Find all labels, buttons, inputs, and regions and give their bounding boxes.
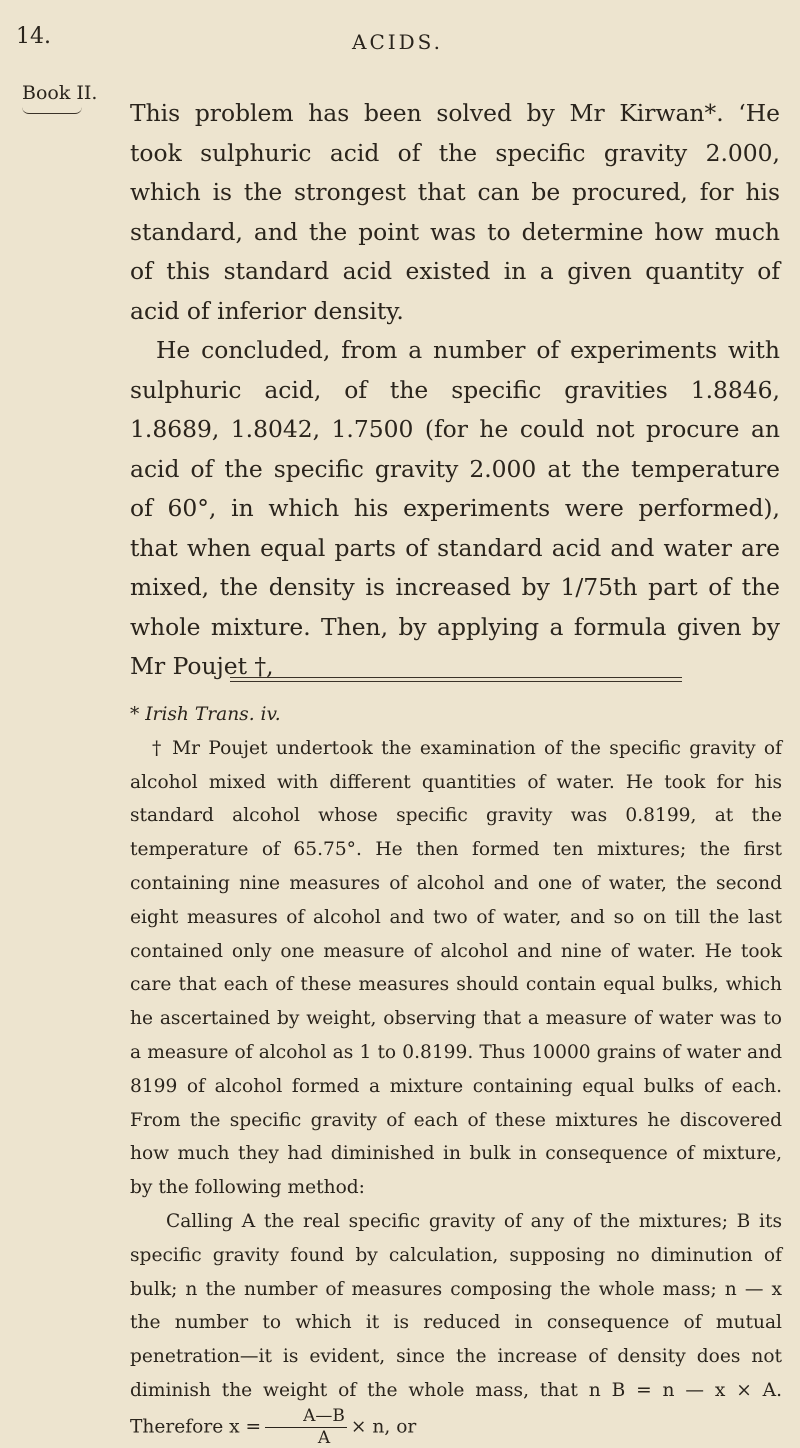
footnote-formula-paragraph	[130, 1205, 782, 1447]
book-marker	[22, 82, 97, 114]
footnote-star: * Irish Trans. iv.	[130, 704, 281, 725]
formula-tail: × n, or	[350, 1416, 417, 1438]
formula-denominator: A	[317, 1427, 331, 1448]
formula-fraction	[265, 1405, 347, 1448]
footnote-dagger: † Mr Poujet undertook the examination of the specific gravity of alcohol mixed with different quantities of water. He took for his standard alcohol whose specific gravity was 0.8199, at the temperature of 65.75°. He then formed ten mixtures; the first containing nine measures of alcohol and one of water, the second eight measures of alcohol and two of water, and so on till the last contained only one measure of alcohol and nine of water. He took care that each of these measures should contain equal bulks, which he ascertained by weight, observing that a measure of water was to a measure of alcohol as 1 to 0.8199. Thus 10000 grains of water and 8199 of alcohol formed a mixture containing equal bulks of each. From the specific gravity of each of these mixtures he discovered how much they had diminished in bulk in consequence of mixture, by the following method:	[130, 737, 782, 1199]
book-marker-label: Book II.	[22, 82, 98, 104]
formula-numerator: A—B	[265, 1408, 347, 1428]
footnote-formula-text: Calling A the real specific gravity of any of the mixtures; B its specific gravity found by calculation, supposing no diminution of bulk; n the number of measures composing the whole mass; n — x the number to which it is reduced in consequence of mutual penetration—it is evident, since the increase of density does not diminish the weight of the whole mass, that n B = n — x × A. Therefore x =	[130, 1210, 782, 1438]
footnote-rule	[230, 677, 682, 678]
book-marker-brace	[22, 107, 82, 114]
running-head: ACIDS.	[352, 30, 444, 54]
main-text	[130, 94, 780, 687]
page-number: 14.	[16, 24, 51, 49]
footnotes	[130, 698, 782, 1447]
main-paragraph: He concluded, from a number of experiments with sulphuric acid, of the specific gravities 1.8846, 1.8689, 1.8042, 1.7500 (for he could not procure an acid of the specific gravity 2.000 at the temperature of 60°, in which his experiments were performed), that when equal parts of standard acid and water are mixed, the density is increased by 1/75th part of the whole mixture. Then, by applying a formula given by Mr Poujet †,	[130, 336, 780, 680]
main-paragraph: This problem has been solved by Mr Kirwan*. ‘He took sulphuric acid of the specific gravity 2.000, which is the strongest that can be procured, for his standard, and the point was to determine how much of this standard acid existed in a given quantity of acid of inferior density.	[130, 99, 780, 325]
